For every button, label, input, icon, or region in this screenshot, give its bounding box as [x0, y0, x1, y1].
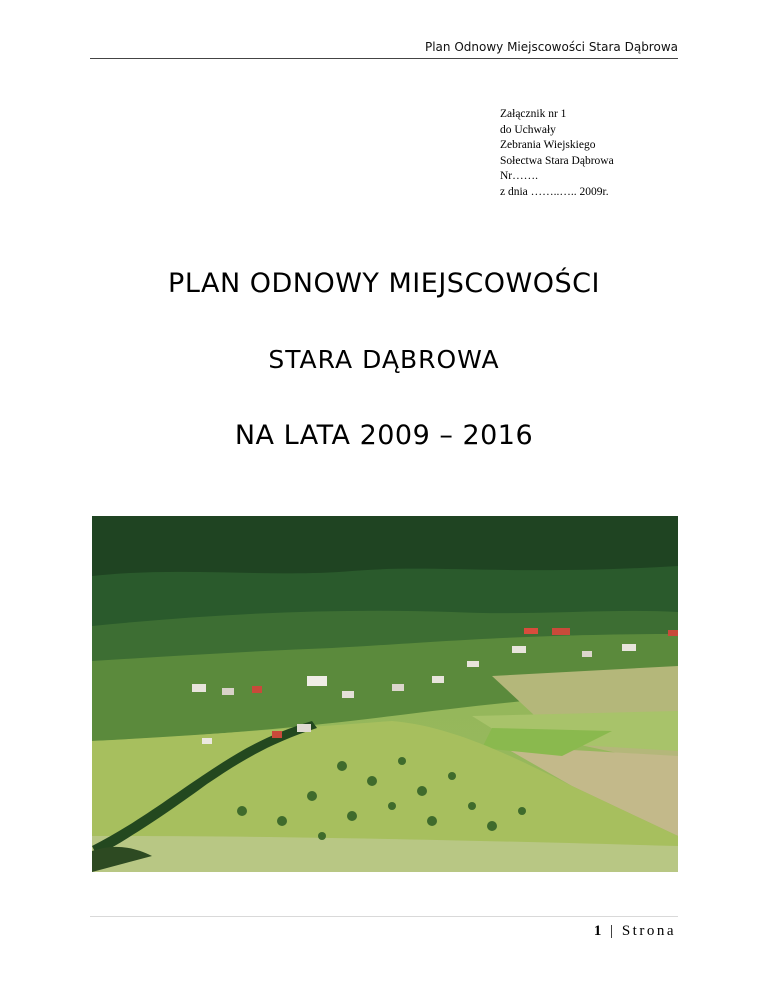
running-header: Plan Odnowy Miejscowości Stara Dąbrowa [424, 40, 678, 54]
page-number-separator: | [603, 923, 622, 939]
title-line-1: PLAN ODNOWY MIEJSCOWOŚCI [168, 268, 600, 299]
annex-line: z dnia ……..….. 2009r. [500, 185, 609, 198]
title-line-3: NA LATA 2009 – 2016 [234, 420, 534, 451]
annex-line: Załącznik nr 1 [500, 108, 567, 120]
title-line-2: STARA DĄBROWA [268, 345, 500, 374]
annex-note [500, 107, 614, 200]
annex-line: do Uchwały [500, 123, 556, 136]
page-number [594, 923, 676, 940]
page-label: Strona [621, 923, 676, 939]
annex-line: Sołectwa Stara Dąbrowa [500, 154, 614, 167]
annex-line: Nr……. [500, 170, 539, 182]
aerial-village-photo [92, 516, 678, 872]
header-divider [90, 58, 678, 59]
page-number-value: 1 [593, 923, 604, 939]
footer-divider [90, 916, 678, 917]
annex-line: Zebrania Wiejskiego [500, 139, 596, 151]
